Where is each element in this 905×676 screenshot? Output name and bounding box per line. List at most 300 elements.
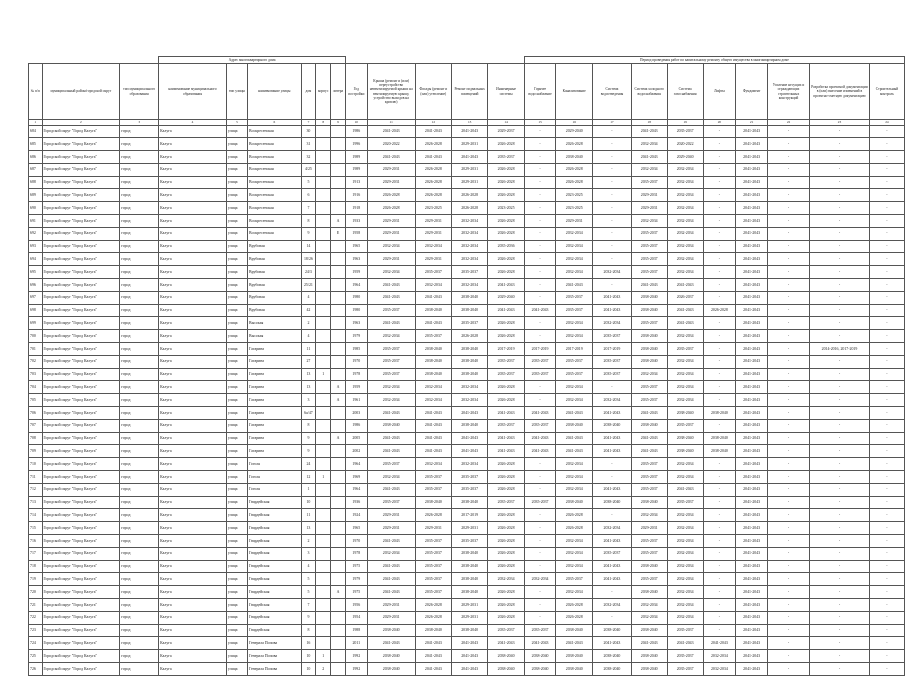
table-cell: - (767, 163, 809, 176)
table-cell: 1980 (345, 291, 367, 304)
table-cell: 2041-2043 (556, 407, 593, 420)
table-cell: - (593, 253, 632, 266)
table-cell: 2023-2025 (556, 189, 593, 202)
table-cell: - (767, 138, 809, 151)
column-header: № п/п (29, 64, 43, 120)
table-cell: - (810, 240, 870, 253)
table-cell: 1989 (345, 151, 367, 164)
table-cell: 2032-2034 (367, 471, 415, 484)
table-cell: - (810, 151, 870, 164)
table-cell (316, 176, 331, 189)
table-cell: Врубовая (248, 291, 302, 304)
table-cell: 2041-2043 (415, 445, 451, 458)
table-cell: 2041-2043 (736, 598, 768, 611)
table-cell: Воскресенская (248, 163, 302, 176)
table-cell: 2041-2043 (451, 445, 487, 458)
table-cell: - (703, 125, 736, 138)
column-number: 7 (301, 120, 316, 126)
table-cell: Калуга (159, 317, 227, 330)
table-cell: - (703, 279, 736, 292)
table-cell: - (767, 432, 809, 445)
table-cell: город (120, 279, 159, 292)
table-cell: Калуга (159, 573, 227, 586)
table-cell: Городской округ "Город Калуга" (42, 125, 120, 138)
table-cell: улица (226, 291, 247, 304)
table-cell: 686 (29, 151, 43, 164)
table-cell: - (810, 291, 870, 304)
table-cell: 2035-2037 (367, 304, 415, 317)
column-header: корпус (316, 64, 331, 120)
table-cell (316, 163, 331, 176)
table-cell: 18/26 (301, 253, 316, 266)
table-row (29, 304, 905, 317)
table-cell: 2035-2037 (631, 240, 667, 253)
table-cell: 2038-2040 (703, 432, 736, 445)
table-cell: - (703, 189, 736, 202)
table-cell: 722 (29, 611, 43, 624)
table-cell: 690 (29, 202, 43, 215)
table-cell: - (767, 496, 809, 509)
table-cell: 2029-2031 (451, 176, 487, 189)
table-cell: 684 (29, 125, 43, 138)
table-cell: 2035-2037 (631, 573, 667, 586)
table-cell: - (524, 471, 555, 484)
table-cell: 10 (301, 650, 316, 663)
table-cell: 2026-2028 (415, 598, 451, 611)
table-cell: город (120, 586, 159, 599)
table-cell (331, 176, 346, 189)
table-cell: 2035-2037 (415, 586, 451, 599)
table-cell: 2032-2034 (667, 381, 703, 394)
table-cell: - (810, 445, 870, 458)
table-cell: 2041-2043 (736, 483, 768, 496)
table-cell: 2041-2043 (736, 407, 768, 420)
table-cell: 2026-2028 (488, 394, 525, 407)
table-cell: 1959 (345, 381, 367, 394)
table-cell (316, 266, 331, 279)
table-cell: - (703, 496, 736, 509)
column-header: наименование улицы (248, 64, 302, 120)
column-header: Горячее водоснабжение (524, 64, 555, 120)
table-cell: 2026-2028 (488, 253, 525, 266)
table-cell: - (869, 598, 904, 611)
table-cell: город (120, 138, 159, 151)
table-cell: 2032-2034 (667, 215, 703, 228)
table-cell: Калуга (159, 253, 227, 266)
table-cell: 2041-2043 (736, 496, 768, 509)
table-cell: 2032-2034 (488, 573, 525, 586)
table-cell: 2035-2037 (593, 355, 632, 368)
table-cell (316, 535, 331, 548)
table-cell: 2041-2043 (703, 637, 736, 650)
table-cell: 2041-2043 (367, 445, 415, 458)
table-cell: - (767, 253, 809, 266)
table-cell: - (810, 598, 870, 611)
table-cell: 2038-2040 (415, 368, 451, 381)
table-cell: улица (226, 445, 247, 458)
table-cell (316, 227, 331, 240)
table-cell: 2029-2031 (451, 598, 487, 611)
table-cell: 2041-2043 (736, 368, 768, 381)
table-cell: улица (226, 547, 247, 560)
table-cell: 2035-2037 (631, 266, 667, 279)
table-cell: 2038-2040 (451, 343, 487, 356)
table-cell: город (120, 330, 159, 343)
table-cell: 2035-2037 (631, 483, 667, 496)
column-header: Канализование (556, 64, 593, 120)
table-cell: 2038-2040 (451, 547, 487, 560)
table-cell: 2041-2043 (415, 419, 451, 432)
table-cell: 2041-2043 (736, 304, 768, 317)
table-cell: 2038-2040 (451, 573, 487, 586)
table-cell: 2041-2043 (367, 637, 415, 650)
table-cell: 2038-2040 (451, 291, 487, 304)
table-cell: Калуга (159, 202, 227, 215)
table-cell: - (767, 573, 809, 586)
table-cell (316, 598, 331, 611)
table-cell: 711 (29, 471, 43, 484)
table-cell: 2026-2028 (488, 509, 525, 522)
table-cell: Калуга (159, 509, 227, 522)
table-cell (331, 304, 346, 317)
table-cell: 1924 (345, 509, 367, 522)
table-cell: - (810, 215, 870, 228)
table-cell: Городской округ "Город Калуга" (42, 637, 120, 650)
table-cell (316, 586, 331, 599)
table-cell: 700 (29, 330, 43, 343)
table-row (29, 483, 905, 496)
column-header: Строительный контроль (869, 64, 904, 120)
table-cell: 2032-2034 (631, 611, 667, 624)
table-cell: - (810, 522, 870, 535)
table-cell: 2032-2034 (667, 547, 703, 560)
table-cell: А (331, 215, 346, 228)
table-cell: улица (226, 330, 247, 343)
table-cell: 2038-2040 (593, 650, 632, 663)
table-cell: 2035-2037 (367, 458, 415, 471)
table-cell: 5 (301, 176, 316, 189)
table-cell: - (869, 522, 904, 535)
table-row (29, 611, 905, 624)
column-header: Крыша (ремонт и (или) переустройство невентилируемой крыши на вентилируемую крышу, устройство выходов на кровлю) (367, 64, 415, 120)
table-cell: 2041-2043 (524, 304, 555, 317)
table-cell (316, 419, 331, 432)
table-cell: Калуга (159, 330, 227, 343)
table-cell: Гагарина (248, 419, 302, 432)
table-row (29, 624, 905, 637)
table-cell: 2041-2043 (524, 445, 555, 458)
table-cell: 2041-2043 (631, 432, 667, 445)
table-row (29, 266, 905, 279)
table-cell: - (767, 279, 809, 292)
table-cell: - (767, 560, 809, 573)
table-cell: - (767, 522, 809, 535)
column-number: 5 (226, 120, 247, 126)
table-cell: 2038-2040 (631, 624, 667, 637)
table-cell: 2017-2019 (556, 343, 593, 356)
table-cell: 2041-2043 (367, 317, 415, 330)
table-cell: Калуга (159, 419, 227, 432)
table-cell: 2041-2043 (415, 407, 451, 420)
table-cell: 1996 (345, 138, 367, 151)
table-cell: - (767, 381, 809, 394)
table-cell: 2038-2040 (703, 445, 736, 458)
table-cell: город (120, 445, 159, 458)
table-cell: Городской округ "Город Калуга" (42, 471, 120, 484)
table-cell: 2041-2043 (736, 227, 768, 240)
table-cell: 2032-2034 (667, 522, 703, 535)
table-cell: 2035-2037 (488, 151, 525, 164)
table-cell: 2041-2043 (736, 445, 768, 458)
table-cell: Гвардейская (248, 547, 302, 560)
table-cell: Городской округ "Город Калуга" (42, 624, 120, 637)
table-cell: 25/21 (301, 279, 316, 292)
table-cell: - (869, 381, 904, 394)
table-cell: 710 (29, 458, 43, 471)
table-cell: Воскресенская (248, 176, 302, 189)
table-cell (331, 253, 346, 266)
table-cell: 27 (301, 355, 316, 368)
table-cell: 726 (29, 662, 43, 675)
table-cell: 2032-2034 (667, 202, 703, 215)
table-cell: город (120, 624, 159, 637)
column-header: дом (301, 64, 316, 120)
table-cell: 2041-2043 (593, 407, 632, 420)
table-cell: Гагарина (248, 368, 302, 381)
table-cell (331, 291, 346, 304)
column-number: 24 (869, 120, 904, 126)
table-cell: 2026-2028 (488, 163, 525, 176)
table-cell: Калуга (159, 445, 227, 458)
table-cell: 2035-2037 (367, 368, 415, 381)
table-cell: Городской округ "Город Калуга" (42, 611, 120, 624)
table-cell: 2041-2043 (367, 432, 415, 445)
table-cell: 1980 (345, 304, 367, 317)
table-cell: 707 (29, 419, 43, 432)
table-cell: - (810, 279, 870, 292)
table-cell: 2032-2034 (703, 650, 736, 663)
table-cell: - (767, 227, 809, 240)
column-number: 17 (593, 120, 632, 126)
table-cell: - (810, 266, 870, 279)
table-cell: - (810, 637, 870, 650)
table-cell: 2026-2028 (415, 163, 451, 176)
table-cell: 2038-2040 (593, 624, 632, 637)
table-cell: 2023-2025 (556, 202, 593, 215)
table-cell: Гвардейская (248, 522, 302, 535)
table-cell: город (120, 637, 159, 650)
table-cell: 2041-2043 (736, 611, 768, 624)
table-cell (316, 381, 331, 394)
register-sheet (28, 56, 905, 676)
table-cell: Врубовая (248, 266, 302, 279)
table-cell: 685 (29, 138, 43, 151)
table-cell: 1963 (345, 253, 367, 266)
table-cell (316, 611, 331, 624)
table-cell: Городской округ "Город Калуга" (42, 586, 120, 599)
table-cell: 694 (29, 253, 43, 266)
table-cell: 721 (29, 598, 43, 611)
table-cell: Калуга (159, 240, 227, 253)
table-cell: - (524, 611, 555, 624)
table-cell: 2041-2043 (736, 355, 768, 368)
table-cell: 719 (29, 573, 43, 586)
table-row (29, 471, 905, 484)
table-cell: 2035-2037 (415, 535, 451, 548)
table-cell: Гоголя (248, 471, 302, 484)
table-cell: 2041-2043 (415, 637, 451, 650)
table-cell: город (120, 432, 159, 445)
table-cell: 2038-2040 (415, 624, 451, 637)
table-cell: 2038-2040 (631, 330, 667, 343)
table-cell: - (593, 279, 632, 292)
table-cell: - (703, 381, 736, 394)
table-cell: - (767, 291, 809, 304)
table-cell: 2038-2040 (631, 496, 667, 509)
column-header: Фундамент (736, 64, 768, 120)
table-cell: 2026-2028 (488, 522, 525, 535)
table-cell: 2029-2040 (667, 151, 703, 164)
table-cell: - (593, 458, 632, 471)
table-cell: 1961 (345, 394, 367, 407)
table-cell: - (524, 330, 555, 343)
table-cell: 724 (29, 637, 43, 650)
table-cell: - (524, 151, 555, 164)
table-cell: - (869, 240, 904, 253)
table-cell: - (810, 355, 870, 368)
table-cell: Гагарина (248, 407, 302, 420)
table-cell: - (869, 535, 904, 548)
table-cell: 703 (29, 368, 43, 381)
column-header: Инженерные системы (488, 64, 525, 120)
table-cell (316, 189, 331, 202)
table-cell: 2041-2043 (736, 419, 768, 432)
table-cell: - (767, 215, 809, 228)
table-cell: 2041-2043 (488, 637, 525, 650)
table-cell: 2041-2043 (367, 279, 415, 292)
table-cell: улица (226, 586, 247, 599)
table-cell: - (767, 317, 809, 330)
table-cell: город (120, 189, 159, 202)
table-cell: - (524, 291, 555, 304)
table-row (29, 445, 905, 458)
table-cell: 2041-2043 (556, 432, 593, 445)
table-cell: 2026-2028 (488, 586, 525, 599)
table-cell: 2029-2031 (367, 163, 415, 176)
table-cell: - (767, 611, 809, 624)
table-cell: 2032-2034 (524, 573, 555, 586)
table-row (29, 176, 905, 189)
table-cell: 2029-2031 (367, 253, 415, 266)
table-cell: 2038-2040 (631, 343, 667, 356)
table-cell: 7 (301, 598, 316, 611)
table-cell: 2035-2037 (488, 496, 525, 509)
table-cell: 2029-2031 (631, 189, 667, 202)
table-cell: 2041-2043 (631, 637, 667, 650)
table-cell: - (810, 419, 870, 432)
column-number: 1 (29, 120, 43, 126)
table-cell: 2026-2028 (556, 611, 593, 624)
table-cell: 2026-2028 (451, 202, 487, 215)
table-cell (331, 650, 346, 663)
table-cell: 2041-2043 (736, 151, 768, 164)
table-cell: 2038-2040 (556, 151, 593, 164)
table-cell: 2026-2037 (667, 291, 703, 304)
table-cell: - (524, 586, 555, 599)
table-cell (316, 291, 331, 304)
table-cell: Калуга (159, 407, 227, 420)
table-cell: улица (226, 394, 247, 407)
table-cell: Воскресенская (248, 227, 302, 240)
table-cell: город (120, 355, 159, 368)
table-cell (331, 138, 346, 151)
table-cell: 2017-2019 (488, 343, 525, 356)
table-cell: - (524, 240, 555, 253)
table-cell: 2041-2043 (736, 560, 768, 573)
table-cell: А (331, 432, 346, 445)
table-cell: - (767, 304, 809, 317)
table-cell: 2041-2043 (736, 394, 768, 407)
table-cell: 2026-2028 (556, 522, 593, 535)
table-cell (331, 662, 346, 675)
table-cell: 2032-2034 (367, 240, 415, 253)
table-cell: 2032-2034 (631, 138, 667, 151)
table-cell: 2032-2034 (556, 253, 593, 266)
table-cell: - (593, 176, 632, 189)
table-cell: - (767, 202, 809, 215)
table-cell: 2035-2037 (667, 419, 703, 432)
table-cell: Калуга (159, 560, 227, 573)
table-cell: 2038-2040 (451, 304, 487, 317)
table-cell: 2041-2043 (367, 560, 415, 573)
table-cell: - (524, 458, 555, 471)
table-cell (331, 496, 346, 509)
table-cell: город (120, 471, 159, 484)
table-cell: 2035-2037 (367, 496, 415, 509)
table-cell: город (120, 202, 159, 215)
table-cell: - (593, 611, 632, 624)
table-cell: 2041-2043 (736, 343, 768, 356)
table-cell: 2032-2034 (667, 598, 703, 611)
table-cell (316, 240, 331, 253)
table-cell: 2032-2034 (556, 317, 593, 330)
table-cell: улица (226, 650, 247, 663)
table-cell: 2035-2037 (488, 624, 525, 637)
table-cell: 2035-2037 (488, 419, 525, 432)
table-cell: 2041-2043 (556, 637, 593, 650)
table-cell: город (120, 368, 159, 381)
table-cell: Городской округ "Город Калуга" (42, 189, 120, 202)
table-cell: А (331, 381, 346, 394)
table-cell: 2035-2037 (631, 227, 667, 240)
column-number: 22 (767, 120, 809, 126)
table-cell: 1979 (345, 330, 367, 343)
table-cell: 1969 (345, 471, 367, 484)
table-cell: 3 (301, 394, 316, 407)
table-cell: 2041-2043 (367, 535, 415, 548)
table-cell: 2026-2028 (451, 330, 487, 343)
table-cell: - (524, 138, 555, 151)
table-cell: 2041-2043 (631, 279, 667, 292)
table-cell: 2041-2043 (488, 407, 525, 420)
table-cell: - (810, 547, 870, 560)
table-cell: 2029-2040 (556, 125, 593, 138)
table-cell: 2041-2043 (631, 407, 667, 420)
table-cell: 2041-2043 (736, 317, 768, 330)
column-number: 20 (703, 120, 736, 126)
table-cell (331, 355, 346, 368)
table-cell: - (593, 189, 632, 202)
